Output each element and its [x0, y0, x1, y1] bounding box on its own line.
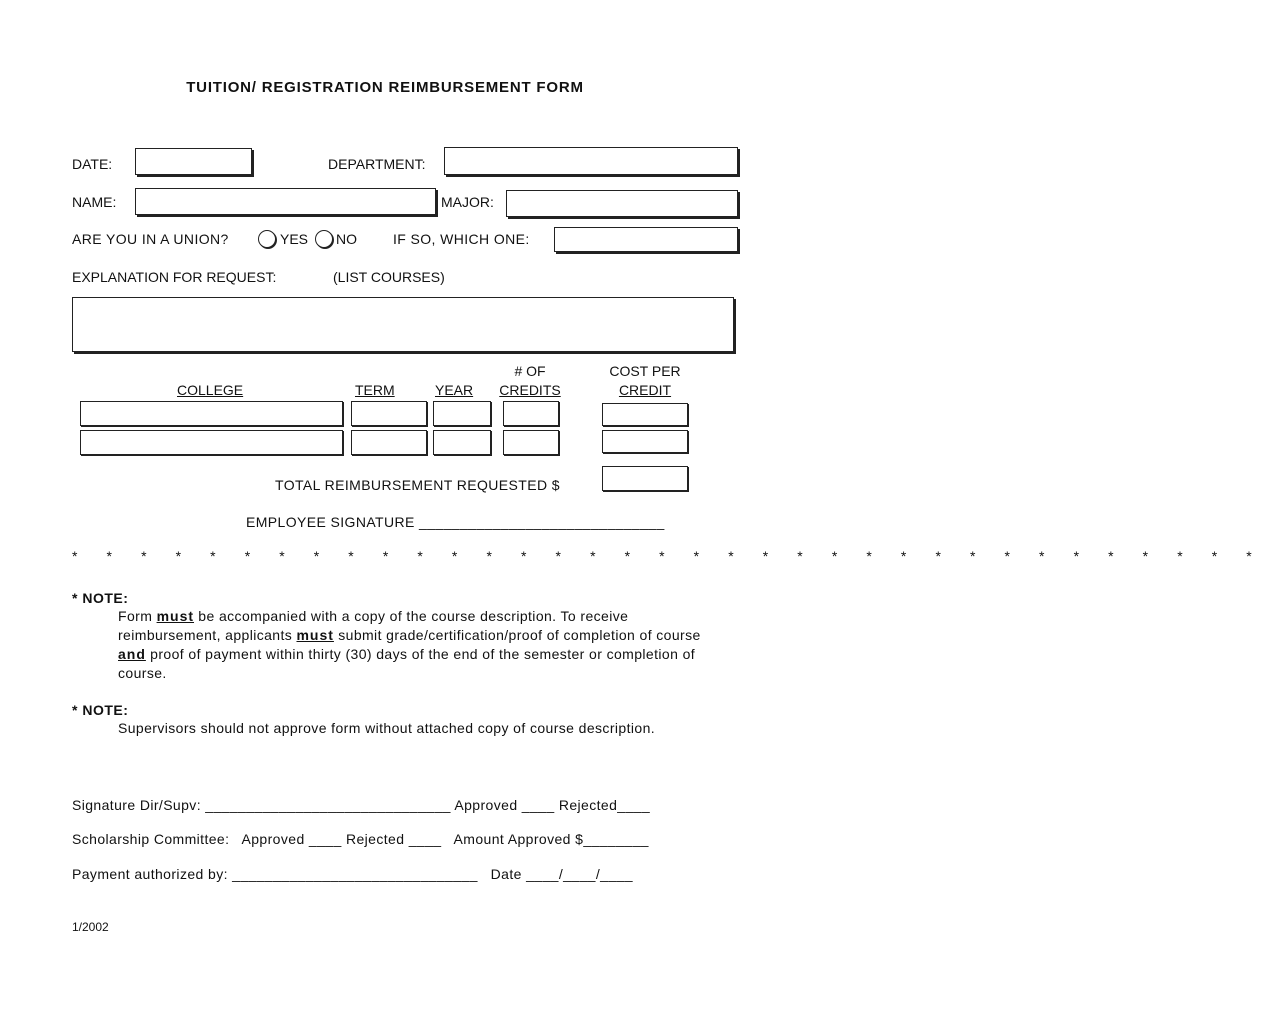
scholarship-committee-line[interactable]: Scholarship Committee: Approved ____ Rejected ____ Amount Approved $________ [72, 831, 649, 847]
cost-header-top: COST PER [609, 363, 681, 379]
college-header: COLLEGE [177, 382, 244, 398]
union-yes-radio[interactable] [258, 230, 276, 248]
date-label: DATE: [72, 156, 113, 172]
form-title: TUITION/ REGISTRATION REIMBURSEMENT FORM [186, 79, 584, 96]
term-field-2[interactable] [351, 430, 427, 455]
list-courses-label: (LIST COURSES) [333, 269, 445, 285]
union-question: ARE YOU IN A UNION? [72, 231, 229, 247]
which-union-label: IF SO, WHICH ONE: [393, 231, 530, 247]
year-field-2[interactable] [433, 430, 491, 455]
credits-field-1[interactable] [503, 401, 559, 426]
employee-signature-line[interactable]: EMPLOYEE SIGNATURE ______________________________ [246, 514, 665, 530]
college-field-2[interactable] [80, 430, 343, 455]
supervisor-signature-line[interactable]: Signature Dir/Supv: ______________________________ Approved ____ Rejected____ [72, 797, 651, 813]
union-no-radio[interactable] [315, 230, 333, 248]
cost-field-2[interactable] [602, 430, 688, 453]
union-yes-label: YES [280, 231, 309, 247]
note1-text: Form must be accompanied with a copy of the course description. To receive reimbursement, applicants must submit grade/certification/proof of completion of course and proof of payment within thirty (30) days of the end of the semester or completion of course. [118, 608, 701, 681]
total-field[interactable] [602, 466, 688, 491]
department-label: DEPARTMENT: [328, 156, 426, 172]
union-no-label: NO [336, 231, 357, 247]
note1-heading: * NOTE: [72, 590, 129, 606]
year-field-1[interactable] [433, 401, 491, 426]
term-field-1[interactable] [351, 401, 427, 426]
major-field[interactable] [506, 190, 738, 217]
which-union-field[interactable] [554, 227, 738, 252]
cost-header-bottom: CREDIT [618, 382, 672, 398]
explanation-textarea[interactable] [72, 297, 734, 352]
date-field[interactable] [135, 148, 252, 175]
payment-authorized-line[interactable]: Payment authorized by: ______________________________ Date ____/____/____ [72, 866, 633, 882]
credits-header-bottom: CREDITS [499, 382, 561, 398]
separator-stars: * * * * * * * * * * * * * * * * * * * * * * * * * * * * * * * * * * * [72, 548, 1264, 564]
term-header: TERM [355, 382, 395, 398]
cost-field-1[interactable] [602, 403, 688, 426]
department-field[interactable] [444, 147, 738, 175]
college-field-1[interactable] [80, 401, 343, 426]
major-label: MAJOR: [441, 194, 494, 210]
name-label: NAME: [72, 194, 117, 210]
year-header: YEAR [435, 382, 474, 398]
note2-text: Supervisors should not approve form without attached copy of course description. [118, 720, 656, 736]
total-label: TOTAL REIMBURSEMENT REQUESTED $ [275, 477, 560, 493]
revision-date: 1/2002 [72, 920, 109, 934]
credits-field-2[interactable] [503, 430, 559, 455]
credits-header-top: # OF [514, 363, 546, 379]
note2-heading: * NOTE: [72, 702, 129, 718]
name-field[interactable] [135, 188, 436, 215]
explanation-label: EXPLANATION FOR REQUEST: [72, 269, 277, 285]
